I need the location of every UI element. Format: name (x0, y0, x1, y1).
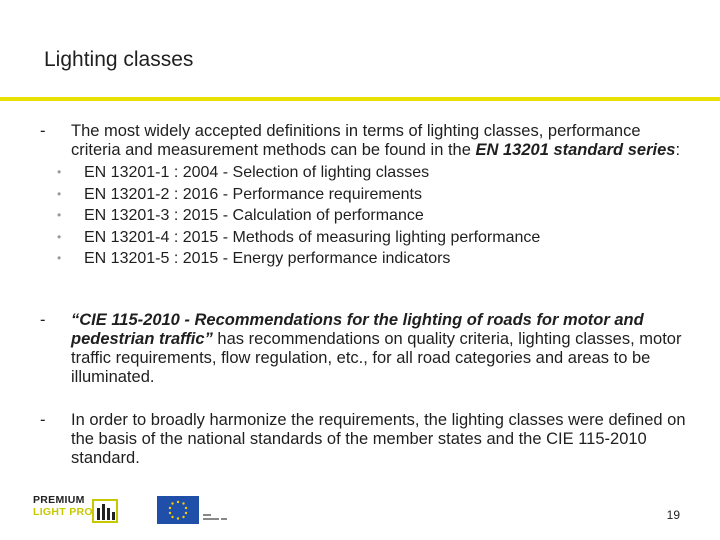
bullet-dash: - (40, 411, 46, 429)
slide-title: Lighting classes (44, 48, 194, 71)
bullet-dash: - (40, 122, 46, 140)
emphasized-text: EN 13201 standard series (475, 141, 676, 159)
bullet-item-standards (40, 122, 690, 270)
bullet-text: In order to broadly harmonize the requirements, the lighting classes were defined on the basis of the national standards of the member states and the CIE 115-2010 standard. (71, 411, 686, 467)
eu-flag-icon (157, 496, 229, 524)
bullet-dot-icon: • (57, 186, 62, 201)
sub-list (40, 162, 690, 270)
bullet-text: “CIE 115-2010 - Recommendations for the lighting of roads for motor and pedestrian traffic” has recommendations on quality criteria, lighting classes, motor traffic requirements, flow regulation, etc., for all road categories and areas to be illuminated. (71, 311, 682, 386)
list-item: • EN 13201-5 : 2015 - Energy performance indicators (40, 248, 690, 270)
list-item: • EN 13201-2 : 2016 - Performance requirements (40, 184, 690, 206)
list-item: • EN 13201-4 : 2015 - Methods of measuring lighting performance (40, 227, 690, 249)
list-item: • EN 13201-3 : 2015 - Calculation of performance (40, 205, 690, 227)
list-item: • EN 13201-1 : 2004 - Selection of lighting classes (40, 162, 690, 184)
title-divider (0, 97, 720, 101)
building-icon (33, 494, 128, 524)
bullet-dot-icon: • (57, 251, 62, 265)
bullet-item-cie (40, 311, 690, 387)
emphasized-text: “CIE 115-2010 - Recommendations for the lighting of roads for motor and pedestrian traffic” (71, 311, 644, 348)
bullet-dot-icon: • (57, 165, 62, 179)
bullet-item-harmonize (40, 411, 690, 468)
premium-light-pro-logo: PREMIUM LIGHT PRO (33, 494, 128, 524)
bullet-dash: - (40, 311, 46, 329)
bullet-text: The most widely accepted definitions in terms of lighting classes, performance criteria and measurement methods can be found in the EN 13201 standard series: (71, 122, 681, 159)
page-number: 19 (666, 508, 680, 522)
bullet-dot-icon: • (57, 208, 62, 222)
bullet-dot-icon: • (57, 229, 62, 244)
